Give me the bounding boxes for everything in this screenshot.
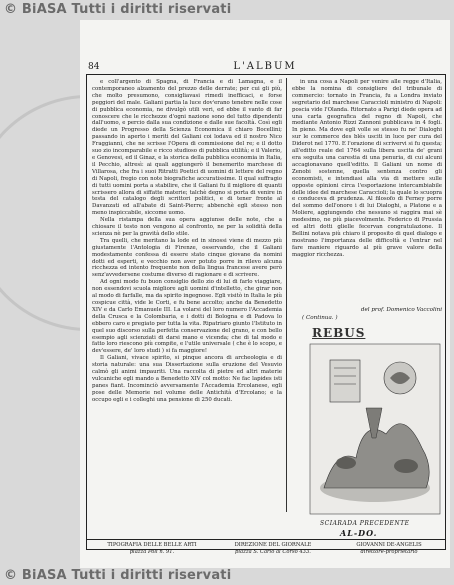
footer-printer-name: TIPOGRAFIA DELLE BELLE ARTI	[107, 542, 197, 548]
rebus-illustration	[306, 338, 444, 520]
footer-direction-name: DIREZIONE DEL GIORNALE	[234, 542, 312, 548]
watermark-top: © BiASA Tutti i diritti riservati	[4, 2, 232, 17]
page-title: L'ALBUM	[233, 61, 297, 72]
author-signature: del prof. Domenico Vaccolini	[360, 307, 442, 313]
footer-direction-address: piazza S. Carlo al Corso 433.	[235, 548, 311, 555]
footer-editor-role: direttore-proprietario	[360, 548, 418, 555]
left-paragraph: Tra quelli, che meritano la lode ed in sinossi viene di mezzo più giustamente l'Antologia di Firenze, osservando, che il Galiani modestamente confessa di essere stato cinque giovane da nomini dotti ed esperti, e vecchio non aver potuto porre in rilevo alcuna ricchezza ed intento frequente non della lingua francese avere però senz'avvedersene costume diverso di ragionare e di scrivere.	[92, 237, 282, 279]
rebus-title: REBUS	[312, 326, 366, 340]
column-divider	[286, 78, 287, 512]
left-column	[92, 79, 282, 507]
left-paragraph: e coll'argento di Spagna, di Francia e di Lamagna, e il contemporaneo alzamento del prezzo delle derrate; per cui gli più, che molto presumono, consigliavasi rimedi inefficaci, e forse peggiori del male. Galiani partia la luce dov'erano tenebre nelle cose di pubblica economia, ne divulgò utili veri, ed ebbe il vanto di far conoscere che le ricchezze d'ogni nazione sono del tutto dipendenti dall'uomo, e percio dalla sua condizione e dalle sue facoltà. Così egli diede un Progresso della Scienza Economica il chiaro Bocellini; passando in aperto i meriti del Galiani coi lodava ed il nostro Nico Fraggianni, che ne scrisse l'Opera di commissione del re; e il dotto suo zio incomparabile e ricco studioso di pubblica utilità; e il Valerio, e Genovesi, ed il Ginaz, e la storica della pubblica economia in Italia, il Pecchio, altresì: ai quali aggiungerò il benemerito marchese di Villarosa, che fra i suoi Ritratti Poetici di uomini di lettere del regno di Napoli, fregio con note biografiche accuratissime. Il qual suffragio di tutti uomini porta a stabilire, che il Galiani fu il migliore di quanti scrissero allora di siffatte materie; talchè degno si porta di venire in testa del catalogo degli scrittori politici, e di tener fronte al Davanzati ed all'abate di Saint-Pierre; abbenchè egli stesso non meno inspiccabile, siccome uomo.	[92, 79, 282, 217]
continua-note: ( Continua. )	[302, 315, 338, 321]
sciarada-label: SCIARADA PRECEDENTE	[320, 520, 410, 527]
footer-printer	[92, 542, 212, 555]
right-paragraph: in una cosa a Napoli per venire alle regge d'Italia, ebbe la nomina di consigliere del tribunale di commercio: tornato in Francia, fu a Londra inviato segretario del marchese Caraccioli ministro di Napoli: poscia vide l'Olanda. Ritornato a Parigi diede opera ad una carta geografica del regno di Napoli, che mediante Antonio Rizzi Zannoni pubblicava in 4 fogli. In pieno. Ma dove egli volle se stesso fu ne' Dialoghi sur le commerce des blés usciti in luce per cura del Diderot nel 1770. E l'orazione di scrivervi si fu questa; all'editto reale del 1764 sulla libera uscita de' grani era seguita una carestia di una penuria, di cui alcuni accagionavano quell'editto. Il Galiani un nome di Zenobi sostenne, quella sentenza contro gli economisti, e intendiasi alla via di mettere sulle opposte opinioni circa l'esportazione intercambiabile delle idee del marchese Caraccioli; la quale lo scuopra e conduceva di prudenza. Al filosofo di Ferney porre del sommo dell'onore i di lui Dialoghi, a Platone e a Moliere, aggiungendo che nessuno si raggira mai sè medesimo, ne più piacevolmente. Federico di Prussia ed altri dotti glielle fecervan congratulazione. Il Bellini notava più chiaro il proposito di quel dialogo e mostrano l'importanza delle difficoltà e l'entrar nel fare maniere riguardo al più grave valore della maggior ricchezza.	[292, 79, 442, 258]
footer-rule	[86, 539, 446, 540]
left-paragraph: Ad ogni modo fu buon consiglio dello zio di lui di farlo viaggiare, non essendovi scuola migliore agli uomini d'intelletto, che girar non al modo di farfalle, ma da spirito ingegnose. Egli visitò in Italia le più cospicue città, vide le Corti, e fu bene accolto; anche da Benedetto XIV e da Carlo Emanuele III. La volarsi del loro numero l'Accademia della Crusca e la Colombaria, e i dotti di Bologna e di Padova lo ebbero caro e pregiato per tutta la vita. Ripatriaro giunto l'Istituto in quel suo discorso sulla perfetta conservazione del grano, e con bello esempio agli scienziati di darsi mano e vicenda; che di tal modo e fatto loro riescono più compite, e l'utile universale ( che è lo scopo, e dev'essere, de' loro studi ) si fa maggiore!	[92, 279, 282, 355]
footer-direction	[218, 542, 328, 555]
page-number: 84	[88, 62, 100, 72]
footer-editor	[336, 542, 442, 555]
right-column	[292, 79, 442, 311]
sciarada-answer: AL-DO.	[340, 528, 378, 538]
footer-editor-name: GIOVANNI DE-ANGELIS	[356, 542, 422, 548]
footer-printer-address: piazza Poli n. 91.	[129, 548, 175, 555]
left-paragraph: Nella ristampa della sua opera aggiunse delle note, che a chiosare il testo non vengono al confronto, ne per la solidità della scienza nè per la gravità dello stile.	[92, 217, 282, 237]
watermark-bottom: © BiASA Tutti i diritti riservati	[4, 568, 232, 583]
scanned-page	[80, 20, 450, 568]
left-paragraph: Il Galiani, vivace spirito, si pinque ancora di archeologia e di storia naturale: una sua Dissertazione sulla eruzione del Vesuvio calmò gli animi impauriti. Una raccolta di pietre ed altri materie vulcaniche egli mando a Benedetto XIV col motto: Ne fac lapides isti panes fiant. Incominciò avversamente l'Accademia Ercolanese, egli pose delle Memorie nel volume delle Antichità d'Ercolano; e la occupo egli e i colleghi una pensione di 250 ducati.	[92, 355, 282, 403]
